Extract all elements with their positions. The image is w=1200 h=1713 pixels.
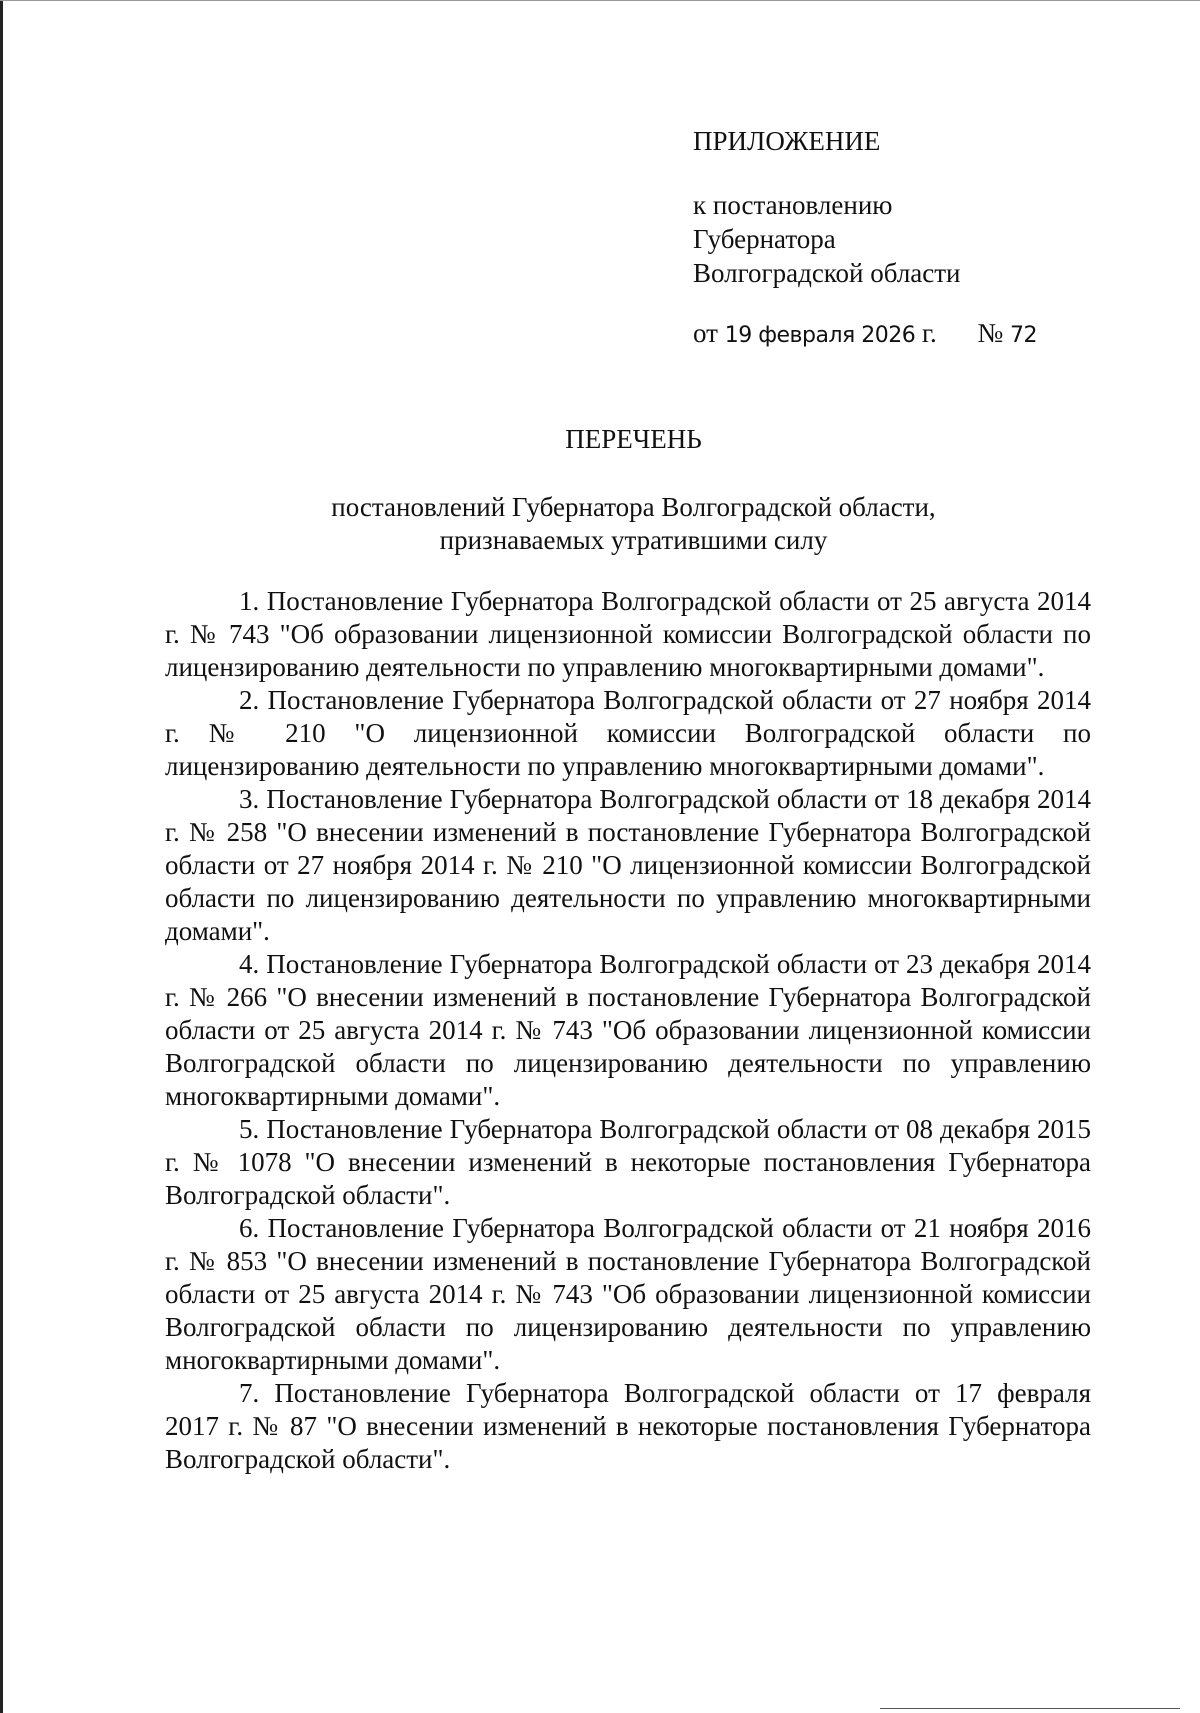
list-item-7: 7. Постановление Губернатора Волгоградской области от 17 февраля 2017 г. № 87 "О внесении изменений в некоторые постановления Губернатора Волгоградской области". xyxy=(165,1378,1091,1474)
scan-top-edge xyxy=(0,0,1200,1)
number-sign: № xyxy=(977,318,1004,348)
list-item-4: 4. Постановление Губернатора Волгоградской области от 23 декабря 2014 г. № 266 "О внесении изменений в постановление Губернатора Волгоградской области от 25 августа 2014 г. № 743 "Об образовании лицензионной комиссии Волгоградской области по лицензированию деятельности по управлению многоквартирными домами". xyxy=(165,949,1091,1111)
appendix-date-line xyxy=(693,316,1153,353)
list-item-3: 3. Постановление Губернатора Волгоградской области от 18 декабря 2014 г. № 258 "О внесении изменений в постановление Губернатора Волгоградской области от 27 ноября 2014 г. № 210 "О лицензионной комиссии Волгоградской области по лицензированию деятельности по управлению многоквартирными домами". xyxy=(165,784,1091,946)
resolutions-list xyxy=(165,585,1091,1476)
scan-left-edge xyxy=(0,0,3,1713)
subtitle-line-2: признаваемых утратившими силу xyxy=(439,525,828,555)
appendix-line-to-resolution: к постановлению xyxy=(693,190,893,220)
date-value: 19 февраля 2026 xyxy=(724,323,916,348)
appendix-line-governor: Губернатора xyxy=(693,224,836,254)
list-item-5: 5. Постановление Губернатора Волгоградской области от 08 декабря 2015 г. № 1078 "О внесении изменений в некоторые постановления Губернатора Волгоградской области". xyxy=(165,1114,1091,1210)
document-subtitle xyxy=(0,491,1200,557)
scan-bottom-line xyxy=(880,1708,1180,1709)
number-value: 72 xyxy=(1010,323,1038,348)
date-prefix: от xyxy=(693,318,718,348)
list-item-6: 6. Постановление Губернатора Волгоградской области от 21 ноября 2016 г. № 853 "О внесении изменений в постановление Губернатора Волгоградской области от 25 августа 2014 г. № 743 "Об образовании лицензионной комиссии Волгоградской области по лицензированию деятельности по управлению многоквартирными домами". xyxy=(165,1213,1091,1375)
document-title: ПЕРЕЧЕНЬ xyxy=(565,424,702,454)
list-item-2: 2. Постановление Губернатора Волгоградской области от 27 ноября 2014 г. № 210 "О лицензионной комиссии Волгоградской области по лицензированию деятельности по управлению многоквартирными домами". xyxy=(165,685,1091,781)
date-suffix: г. xyxy=(921,318,937,348)
subtitle-line-1: постановлений Губернатора Волгоградской области, xyxy=(331,492,936,522)
list-item-1: 1. Постановление Губернатора Волгоградской области от 25 августа 2014 г. № 743 "Об образовании лицензионной комиссии Волгоградской области по лицензированию деятельности по управлению многоквартирными домами". xyxy=(165,586,1091,682)
appendix-block xyxy=(693,124,1153,353)
appendix-title: ПРИЛОЖЕНИЕ xyxy=(693,126,881,156)
appendix-line-region: Волгоградской области xyxy=(693,258,961,288)
